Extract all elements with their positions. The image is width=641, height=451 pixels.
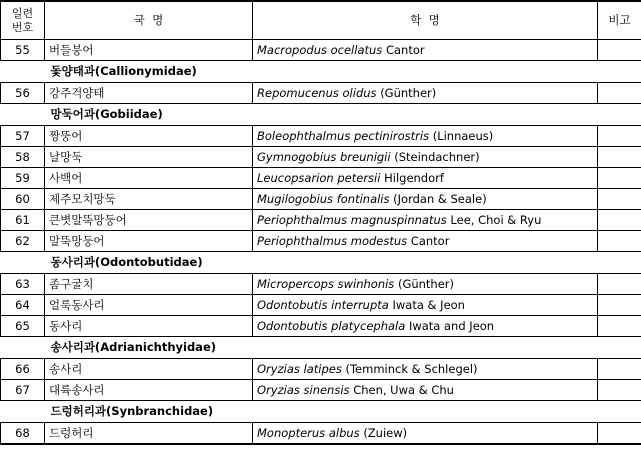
author-citation: (Günther) bbox=[397, 276, 455, 291]
note-cell bbox=[598, 231, 641, 252]
note-cell bbox=[598, 83, 641, 104]
serial-number-cell: 58 bbox=[1, 147, 45, 168]
scientific-name-cell bbox=[253, 274, 598, 295]
korean-name-cell: 드렁허리 bbox=[45, 423, 253, 445]
author-citation: Chen, Uwa & Chu bbox=[353, 382, 454, 397]
family-heading-row bbox=[1, 104, 641, 126]
note-cell bbox=[598, 147, 641, 168]
table-row bbox=[1, 40, 641, 61]
family-heading: 동사리과(Odontobutidae) bbox=[50, 255, 203, 270]
family-heading: 드렁허리과(Synbranchidae) bbox=[50, 404, 214, 419]
author-citation: Cantor bbox=[410, 233, 450, 248]
scientific-name-cell bbox=[253, 231, 598, 252]
serial-number-cell: 65 bbox=[1, 316, 45, 337]
genus-species-name: Odontobutis interrupta bbox=[257, 297, 389, 312]
family-heading-row bbox=[1, 252, 641, 274]
serial-number-cell: 61 bbox=[1, 210, 45, 231]
serial-number-cell: 57 bbox=[1, 126, 45, 147]
genus-species-name: Leucopsarion petersii bbox=[257, 170, 381, 185]
table-row bbox=[1, 83, 641, 104]
note-cell bbox=[598, 380, 641, 401]
header-serial-number bbox=[1, 1, 45, 40]
scientific-name-cell bbox=[253, 147, 598, 168]
table-row bbox=[1, 231, 641, 252]
korean-name-cell: 사백어 bbox=[45, 168, 253, 189]
family-heading: 돛양태과(Callionymidae) bbox=[50, 64, 197, 79]
note-cell bbox=[598, 126, 641, 147]
serial-number-cell: 68 bbox=[1, 423, 45, 445]
table-row bbox=[1, 359, 641, 380]
note-cell bbox=[598, 210, 641, 231]
korean-name-cell: 날망둑 bbox=[45, 147, 253, 168]
genus-species-name: Macropodus ocellatus bbox=[257, 42, 383, 57]
serial-number-cell: 56 bbox=[1, 83, 45, 104]
family-heading-row bbox=[1, 337, 641, 359]
table-row bbox=[1, 423, 641, 445]
korean-name-cell: 얼룩동사리 bbox=[45, 295, 253, 316]
header-korean-name: 국 명 bbox=[45, 1, 253, 40]
author-citation: (Günther) bbox=[380, 85, 437, 100]
korean-name-cell: 말뚝망둥어 bbox=[45, 231, 253, 252]
header-serial-line2: 번호 bbox=[11, 20, 34, 34]
scientific-name-cell bbox=[253, 40, 598, 61]
genus-species-name: Repomucenus olidus bbox=[257, 85, 377, 100]
family-heading-row bbox=[1, 401, 641, 423]
author-citation: Lee, Choi & Ryu bbox=[450, 212, 542, 227]
korean-name-cell: 대륙송사리 bbox=[45, 380, 253, 401]
family-heading: 송사리과(Adrianichthyidae) bbox=[50, 340, 216, 355]
author-citation: Cantor bbox=[385, 42, 425, 57]
serial-number-cell: 63 bbox=[1, 274, 45, 295]
author-citation: Iwata & Jeon bbox=[392, 297, 465, 312]
korean-name-cell: 강주걱양태 bbox=[45, 83, 253, 104]
table-row bbox=[1, 316, 641, 337]
note-cell bbox=[598, 189, 641, 210]
note-cell bbox=[598, 168, 641, 189]
table-row bbox=[1, 274, 641, 295]
scientific-name-cell bbox=[253, 126, 598, 147]
genus-species-name: Oryzias sinensis bbox=[257, 382, 350, 397]
genus-species-name: Oryzias latipes bbox=[257, 361, 342, 376]
scientific-name-cell bbox=[253, 359, 598, 380]
korean-name-cell: 버들붕어 bbox=[45, 40, 253, 61]
table-row bbox=[1, 168, 641, 189]
scientific-name-cell bbox=[253, 316, 598, 337]
header-serial-line1: 일련 bbox=[11, 6, 34, 20]
genus-species-name: Mugilogobius fontinalis bbox=[257, 191, 390, 206]
note-cell bbox=[598, 423, 641, 445]
korean-name-cell: 큰볏말뚝망둥어 bbox=[45, 210, 253, 231]
genus-species-name: Boleophthalmus pectinirostris bbox=[257, 128, 430, 143]
note-cell bbox=[598, 316, 641, 337]
serial-number-cell: 55 bbox=[1, 40, 45, 61]
serial-number-cell: 66 bbox=[1, 359, 45, 380]
note-cell bbox=[598, 359, 641, 380]
serial-number-cell: 64 bbox=[1, 295, 45, 316]
scientific-name-cell bbox=[253, 295, 598, 316]
table-body bbox=[1, 40, 641, 445]
serial-number-cell: 67 bbox=[1, 380, 45, 401]
table-row bbox=[1, 295, 641, 316]
author-citation: (Steindachner) bbox=[394, 149, 480, 164]
note-cell bbox=[598, 40, 641, 61]
table-row bbox=[1, 380, 641, 401]
author-citation: Hilgendorf bbox=[384, 170, 444, 185]
family-heading-row bbox=[1, 61, 641, 83]
author-citation: (Jordan & Seale) bbox=[393, 191, 487, 206]
note-cell bbox=[598, 274, 641, 295]
scientific-name-cell bbox=[253, 380, 598, 401]
korean-name-cell: 짱뚱어 bbox=[45, 126, 253, 147]
serial-number-cell: 62 bbox=[1, 231, 45, 252]
author-citation: (Linnaeus) bbox=[432, 128, 494, 143]
korean-name-cell: 제주모치망둑 bbox=[45, 189, 253, 210]
korean-name-cell: 송사리 bbox=[45, 359, 253, 380]
table-row bbox=[1, 210, 641, 231]
author-citation: Iwata and Jeon bbox=[408, 318, 495, 333]
author-citation: (Zuiew) bbox=[363, 425, 408, 440]
scientific-name-cell bbox=[253, 210, 598, 231]
genus-species-name: Periophthalmus magnuspinnatus bbox=[257, 212, 447, 227]
korean-name-cell: 좀구굴치 bbox=[45, 274, 253, 295]
header-note: 비고 bbox=[598, 1, 641, 40]
table-row bbox=[1, 126, 641, 147]
author-citation: (Temminck & Schlegel) bbox=[345, 361, 478, 376]
genus-species-name: Micropercops swinhonis bbox=[257, 276, 395, 291]
genus-species-name: Gymnogobius breunigii bbox=[257, 149, 391, 164]
family-heading: 망둑어과(Gobiidae) bbox=[50, 107, 163, 122]
scientific-name-cell bbox=[253, 423, 598, 445]
table-row bbox=[1, 147, 641, 168]
serial-number-cell: 59 bbox=[1, 168, 45, 189]
genus-species-name: Monopterus albus bbox=[257, 425, 360, 440]
table-header-row bbox=[1, 1, 641, 40]
scientific-name-cell bbox=[253, 168, 598, 189]
genus-species-name: Periophthalmus modestus bbox=[257, 233, 408, 248]
scientific-name-cell bbox=[253, 189, 598, 210]
genus-species-name: Odontobutis platycephala bbox=[257, 318, 406, 333]
header-scientific-name: 학 명 bbox=[253, 1, 598, 40]
serial-number-cell: 60 bbox=[1, 189, 45, 210]
scientific-name-cell bbox=[253, 83, 598, 104]
table-row bbox=[1, 189, 641, 210]
korean-name-cell: 동사리 bbox=[45, 316, 253, 337]
note-cell bbox=[598, 295, 641, 316]
